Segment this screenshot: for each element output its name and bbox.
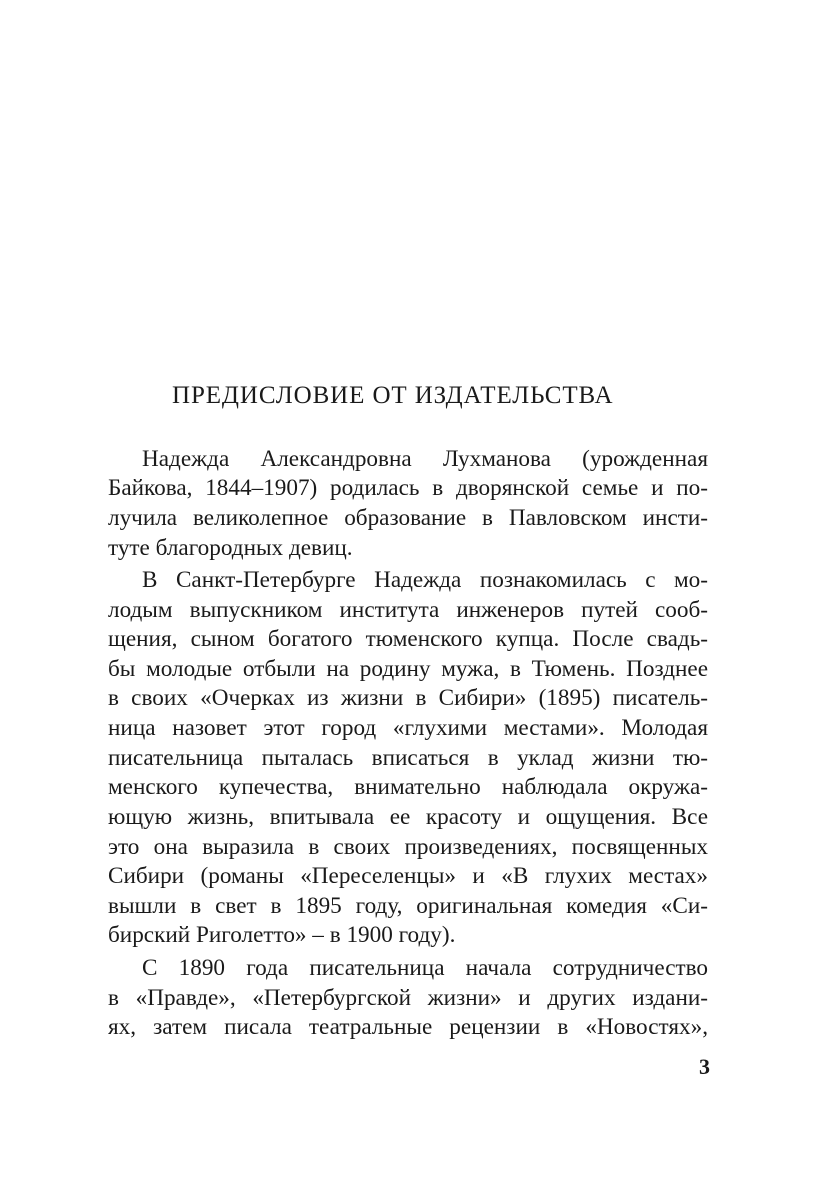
text-line: Надежда Александровна Лухманова (урожденная bbox=[142, 446, 708, 472]
text-line: в своих «Очерках из жизни в Сибири» (1895) писатель- bbox=[108, 685, 708, 711]
text-line: ющую жизнь, впитывала ее красоту и ощущения. Все bbox=[108, 804, 708, 830]
text-line: в «Правде», «Петербургской жизни» и других издани- bbox=[108, 985, 708, 1011]
page-number: 3 bbox=[699, 1054, 710, 1079]
chapter-heading: ПРЕДИСЛОВИЕ ОТ ИЗДАТЕЛЬСТВА bbox=[172, 382, 614, 409]
text-line: лучила великолепное образование в Павловском инсти- bbox=[108, 505, 708, 531]
text-line: ях, затем писала театральные рецензии в «Новостях», bbox=[108, 1014, 708, 1040]
text-line: лодым выпускником института инженеров путей сооб- bbox=[108, 597, 708, 623]
text-line: это она выразила в своих произведениях, посвященных bbox=[108, 834, 708, 860]
text-line: писательница пыталась вписаться в уклад жизни тю- bbox=[108, 745, 708, 771]
text-line: ница назовет этот город «глухими местами». Молодая bbox=[108, 715, 708, 741]
text-line: Байкова, 1844–1907) родилась в дворянской семье и по- bbox=[108, 475, 708, 501]
text-line: бирский Риголетто» – в 1900 году). bbox=[108, 922, 456, 948]
text-line: туте благородных девиц. bbox=[108, 535, 353, 561]
text-line: бы молодые отбыли на родину мужа, в Тюмень. Позднее bbox=[108, 656, 708, 682]
text-line: В Санкт-Петербурге Надежда познакомилась с мо- bbox=[142, 567, 708, 593]
text-line: менского купечества, внимательно наблюдала окружа- bbox=[108, 774, 708, 800]
text-line: С 1890 года писательница начала сотрудничество bbox=[142, 955, 708, 981]
text-line: щения, сыном богатого тюменского купца. После свадь- bbox=[108, 626, 708, 652]
text-line: Сибири (романы «Переселенцы» и «В глухих местах» bbox=[108, 863, 708, 889]
text-line: вышли в свет в 1895 году, оригинальная комедия «Си- bbox=[108, 893, 708, 919]
